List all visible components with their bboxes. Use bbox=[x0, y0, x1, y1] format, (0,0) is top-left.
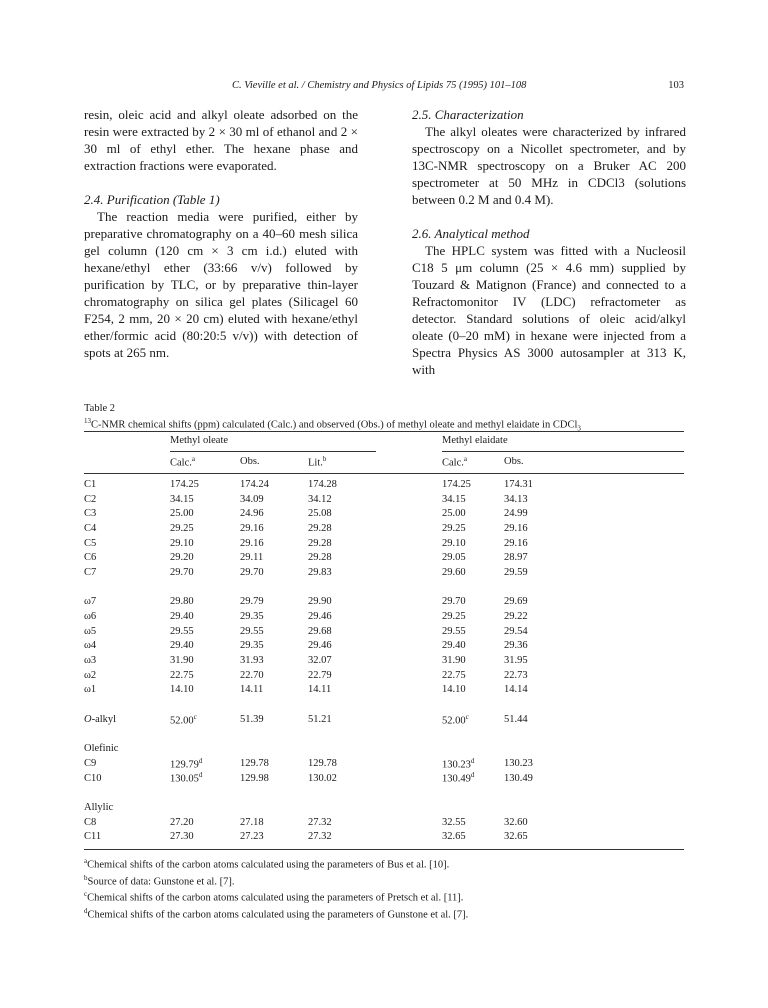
row-label bbox=[84, 727, 170, 742]
table-cell: 29.90 bbox=[308, 596, 332, 608]
table-row bbox=[84, 595, 566, 610]
left-column bbox=[84, 106, 358, 361]
table-cell: 14.14 bbox=[504, 684, 528, 696]
table-cell bbox=[240, 580, 308, 595]
table-cell: 22.75 bbox=[442, 669, 466, 681]
table-cell bbox=[308, 727, 442, 742]
table-cell: 174.24 bbox=[240, 478, 269, 490]
table-cell: 51.21 bbox=[308, 713, 332, 725]
table-cell: 25.00 bbox=[442, 508, 466, 520]
table-cell: 29.40 bbox=[170, 640, 194, 652]
group-methyl-oleate: Methyl oleate bbox=[170, 435, 229, 446]
row-label: C11 bbox=[84, 831, 102, 843]
table-cell bbox=[170, 800, 240, 815]
table-row bbox=[84, 756, 566, 771]
row-label: ω4 bbox=[84, 640, 97, 652]
row-label: C7 bbox=[84, 566, 97, 578]
row-label bbox=[84, 580, 170, 595]
table-cell bbox=[170, 697, 240, 712]
row-label: ω3 bbox=[84, 655, 97, 667]
row-label: ω5 bbox=[84, 625, 97, 637]
table-cell: 174.25 bbox=[170, 478, 199, 490]
row-label: C1 bbox=[84, 478, 97, 490]
table-cell: 32.55 bbox=[442, 816, 466, 828]
running-header bbox=[0, 80, 768, 96]
column-header: Obs. bbox=[504, 455, 524, 467]
table-cell: 29.35 bbox=[240, 640, 264, 652]
table-cell: 28.97 bbox=[504, 552, 528, 564]
table-cell bbox=[308, 580, 442, 595]
table-cell: 29.70 bbox=[442, 596, 466, 608]
section-2-4-title: 2.4. Purification (Table 1) bbox=[84, 192, 220, 207]
table-label: Table 2 bbox=[84, 403, 116, 414]
table-cell: 32.60 bbox=[504, 816, 528, 828]
header-rule bbox=[84, 473, 684, 474]
table-cell: 29.46 bbox=[308, 611, 332, 623]
table-row bbox=[84, 565, 566, 580]
row-label: C4 bbox=[84, 522, 97, 534]
table-cell: 129.78 bbox=[308, 757, 337, 769]
footnote: $^d$Chemical shifts of the carbon atoms calculated using the parameters of Gunstone et al. [7]. bbox=[84, 906, 469, 920]
table-row bbox=[84, 536, 566, 551]
table-cell bbox=[504, 580, 566, 595]
table-cell bbox=[504, 785, 566, 800]
column-header-blank bbox=[84, 454, 170, 469]
table-cell: 29.28 bbox=[308, 522, 332, 534]
table-cell bbox=[170, 741, 240, 756]
table-cell: 51.39 bbox=[240, 713, 264, 725]
table-cell: 29.70 bbox=[240, 566, 264, 578]
table-cell: 34.15 bbox=[442, 493, 466, 505]
table-cell: 29.79 bbox=[240, 596, 264, 608]
table-cell: 29.25 bbox=[170, 522, 194, 534]
running-head: C. Vieville et al. / Chemistry and Physics of Lipids 75 (1995) 101–108 bbox=[232, 80, 527, 91]
table-cell: 24.99 bbox=[504, 508, 528, 520]
table-cell bbox=[240, 785, 308, 800]
table-cell: 29.54 bbox=[504, 625, 528, 637]
table-cell: 29.25 bbox=[442, 611, 466, 623]
table-cell: 174.28 bbox=[308, 478, 337, 490]
table-cell bbox=[170, 580, 240, 595]
table-cell: 174.25 bbox=[442, 478, 471, 490]
column-header-row bbox=[84, 454, 566, 469]
table-cell: 130.23 bbox=[504, 757, 533, 769]
table-row bbox=[84, 477, 566, 492]
table-cell: 29.16 bbox=[504, 522, 528, 534]
table-cell: 29.40 bbox=[442, 640, 466, 652]
row-label: C6 bbox=[84, 552, 97, 564]
table-cell: 22.75 bbox=[170, 669, 194, 681]
table-cell: 29.28 bbox=[308, 537, 332, 549]
column-header: Calc.$^a$ bbox=[170, 454, 195, 469]
right-column bbox=[412, 106, 686, 378]
table-row bbox=[84, 712, 566, 727]
table-row bbox=[84, 741, 566, 756]
table-row bbox=[84, 492, 566, 507]
table-cell: 29.35 bbox=[240, 611, 264, 623]
table-cell: 129.78 bbox=[240, 757, 269, 769]
table-cell: 29.83 bbox=[308, 566, 332, 578]
table-cell: 29.69 bbox=[504, 596, 528, 608]
table-cell: 22.79 bbox=[308, 669, 332, 681]
table-row bbox=[84, 609, 566, 624]
table-cell: 22.73 bbox=[504, 669, 528, 681]
table-cell bbox=[170, 727, 240, 742]
group2-rule bbox=[442, 451, 684, 452]
row-label: C5 bbox=[84, 537, 97, 549]
column-header: Lit.$^b$ bbox=[308, 454, 327, 469]
row-label: C8 bbox=[84, 816, 97, 828]
table-cell: 32.65 bbox=[504, 831, 528, 843]
table-cell: 51.44 bbox=[504, 713, 528, 725]
table-cell bbox=[504, 800, 566, 815]
table-row bbox=[84, 639, 566, 654]
table-row bbox=[84, 580, 566, 595]
table-cell: 29.16 bbox=[504, 537, 528, 549]
table-cell: 29.20 bbox=[170, 552, 194, 564]
table-cell: 29.40 bbox=[170, 611, 194, 623]
table-body bbox=[84, 477, 566, 844]
section-2-5-title: 2.5. Characterization bbox=[412, 107, 524, 122]
table-cell: 34.13 bbox=[504, 493, 528, 505]
table-cell: 27.20 bbox=[170, 816, 194, 828]
row-label: C9 bbox=[84, 757, 97, 769]
table-cell: 25.08 bbox=[308, 508, 332, 520]
table-cell: 52.00$^c$ bbox=[170, 712, 197, 727]
table-2 bbox=[84, 402, 684, 843]
table-cell: 29.60 bbox=[442, 566, 466, 578]
table-cell: 14.11 bbox=[240, 684, 264, 696]
row-label: C3 bbox=[84, 508, 97, 520]
column-header: Obs. bbox=[240, 455, 260, 467]
table-cell: 14.11 bbox=[308, 684, 332, 696]
table-cell: 31.95 bbox=[504, 655, 528, 667]
table-cell: 130.02 bbox=[308, 772, 337, 784]
table-cell: 130.05$^d$ bbox=[170, 771, 203, 785]
row-label: ω6 bbox=[84, 611, 97, 623]
table-cell: 34.09 bbox=[240, 493, 264, 505]
table-cell bbox=[308, 800, 442, 815]
table-cell: 29.46 bbox=[308, 640, 332, 652]
row-label: ω2 bbox=[84, 669, 97, 681]
table-cell: 29.70 bbox=[170, 566, 194, 578]
row-label: Allylic bbox=[84, 801, 114, 813]
table-cell bbox=[442, 697, 504, 712]
row-label bbox=[84, 785, 170, 800]
table-cell: 29.28 bbox=[308, 552, 332, 564]
table-cell: 31.93 bbox=[240, 655, 264, 667]
table-cell: 27.30 bbox=[170, 831, 194, 843]
table-column-headers bbox=[84, 454, 566, 469]
table-cell: 29.10 bbox=[442, 537, 466, 549]
table-cell: 29.55 bbox=[442, 625, 466, 637]
table-cell bbox=[442, 580, 504, 595]
table-row bbox=[84, 830, 566, 845]
section-2-5-text: The alkyl oleates were characterized by infrared spectroscopy on a Nicollet spectrometer, and by 13C-NMR spectroscopy on a Bruker AC 200 spectrometer at 50 MHz in CDCl3 (solutions between 0.2 M and 0.4 M). bbox=[412, 124, 686, 207]
table-cell: 14.10 bbox=[170, 684, 194, 696]
table-top-rule bbox=[84, 431, 684, 432]
table-cell bbox=[442, 741, 504, 756]
section-2-6-title: 2.6. Analytical method bbox=[412, 226, 530, 241]
table-cell: 29.68 bbox=[308, 625, 332, 637]
row-label: O-alkyl bbox=[84, 713, 117, 725]
table-cell: 174.31 bbox=[504, 478, 533, 490]
table-row bbox=[84, 697, 566, 712]
table-cell bbox=[308, 697, 442, 712]
table-row bbox=[84, 683, 566, 698]
section-2-6-text: The HPLC system was fitted with a Nucleosil C18 5 μm column (25 × 4.6 mm) supplied by Touzard & Matignon (France) and connected to a Refractomonitor IV (LDC) refractometer as detector. Standard solutions of oleic acid/alkyl oleate (0–20 mM) in hexane were injected from a Spectra Physics AS 3000 autosampler at 313 K, with bbox=[412, 243, 686, 377]
table-cell: 34.15 bbox=[170, 493, 194, 505]
table-cell bbox=[308, 785, 442, 800]
table-cell: 32.07 bbox=[308, 655, 332, 667]
footnote: $^b$Source of data: Gunstone et al. [7]. bbox=[84, 873, 235, 887]
table-cell bbox=[240, 800, 308, 815]
table-cell bbox=[240, 697, 308, 712]
table-cell: 29.16 bbox=[240, 537, 264, 549]
table-row bbox=[84, 550, 566, 565]
table-row bbox=[84, 785, 566, 800]
table-cell: 24.96 bbox=[240, 508, 264, 520]
table-cell bbox=[442, 800, 504, 815]
table-cell: 29.16 bbox=[240, 522, 264, 534]
table-cell: 29.11 bbox=[240, 552, 264, 564]
table-cell bbox=[504, 697, 566, 712]
table-cell: 129.79$^d$ bbox=[170, 756, 203, 771]
table-cell: 29.59 bbox=[504, 566, 528, 578]
paragraph-resin: resin, oleic acid and alkyl oleate adsorbed on the resin were extracted by 2 × 30 ml of ethanol and 2 × 30 ml of ethyl ether. The hexane phase and extraction fractions were evaporated. bbox=[84, 107, 358, 173]
table-cell: 130.23$^d$ bbox=[442, 756, 475, 771]
table-cell: 29.55 bbox=[240, 625, 264, 637]
table-cell bbox=[442, 785, 504, 800]
table-cell: 25.00 bbox=[170, 508, 194, 520]
table-row bbox=[84, 521, 566, 536]
table-cell: 29.80 bbox=[170, 596, 194, 608]
row-label: Olefinic bbox=[84, 743, 119, 755]
row-label: ω7 bbox=[84, 596, 97, 608]
row-label: C2 bbox=[84, 493, 97, 505]
table-row bbox=[84, 727, 566, 742]
table-cell: 14.10 bbox=[442, 684, 466, 696]
table-cell: 29.55 bbox=[170, 625, 194, 637]
table-cell: 22.70 bbox=[240, 669, 264, 681]
table-cell bbox=[308, 741, 442, 756]
table-cell: 29.25 bbox=[442, 522, 466, 534]
group1-rule bbox=[170, 451, 376, 452]
table-cell: 29.05 bbox=[442, 552, 466, 564]
table-cell: 27.23 bbox=[240, 831, 264, 843]
row-label: ω1 bbox=[84, 684, 97, 696]
table-cell bbox=[170, 785, 240, 800]
table-row bbox=[84, 624, 566, 639]
column-header: Calc.$^a$ bbox=[442, 454, 467, 469]
table-cell: 27.18 bbox=[240, 816, 264, 828]
table-cell bbox=[240, 741, 308, 756]
table-cell: 27.32 bbox=[308, 831, 332, 843]
table-cell: 27.32 bbox=[308, 816, 332, 828]
page-number: 103 bbox=[668, 80, 684, 91]
table-bottom-rule bbox=[84, 849, 684, 850]
table-cell bbox=[504, 727, 566, 742]
group-methyl-elaidate: Methyl elaidate bbox=[442, 435, 508, 446]
table-cell: 34.12 bbox=[308, 493, 332, 505]
table-cell: 31.90 bbox=[442, 655, 466, 667]
table-cell: 130.49$^d$ bbox=[442, 771, 475, 785]
section-2-4-text: The reaction media were purified, either by preparative chromatography on a 40–60 mesh silica gel column (120 cm × 3 cm i.d.) eluted with hexane/ethyl ether (33:66 v/v) followed by purification by TLC, or by preparative thin-layer chromatography on silica gel plates (Silicagel 60 F254, 2 mm, 20 × 20 cm) eluted with hexane/ethyl ether/formic acid (80:20:5 v/v)) with detection of spots at 265 nm. bbox=[84, 209, 358, 360]
table-cell: 52.00$^c$ bbox=[442, 712, 469, 727]
table-cell bbox=[442, 727, 504, 742]
table-cell: 29.22 bbox=[504, 611, 528, 623]
table-caption: $^{13}$C-NMR chemical shifts (ppm) calculated (Calc.) and observed (Obs.) of methyl oleate and methyl elaidate in CDCl$_3$ bbox=[84, 417, 581, 433]
footnote: $^a$Chemical shifts of the carbon atoms calculated using the parameters of Bus et al. [10]. bbox=[84, 857, 450, 871]
table-cell: 31.90 bbox=[170, 655, 194, 667]
table-row bbox=[84, 771, 566, 786]
table-footnotes bbox=[84, 855, 468, 921]
row-label bbox=[84, 697, 170, 712]
table-cell bbox=[240, 727, 308, 742]
table-row bbox=[84, 800, 566, 815]
table-row bbox=[84, 668, 566, 683]
table-row bbox=[84, 653, 566, 668]
table-cell: 32.65 bbox=[442, 831, 466, 843]
footnote: $^c$Chemical shifts of the carbon atoms calculated using the parameters of Pretsch et al. [11]. bbox=[84, 890, 464, 904]
table-cell: 129.98 bbox=[240, 772, 269, 784]
table-cell: 130.49 bbox=[504, 772, 533, 784]
row-label: C10 bbox=[84, 772, 102, 784]
table-cell: 29.36 bbox=[504, 640, 528, 652]
table-row bbox=[84, 506, 566, 521]
table-cell: 29.10 bbox=[170, 537, 194, 549]
table-row bbox=[84, 815, 566, 830]
table-cell bbox=[504, 741, 566, 756]
